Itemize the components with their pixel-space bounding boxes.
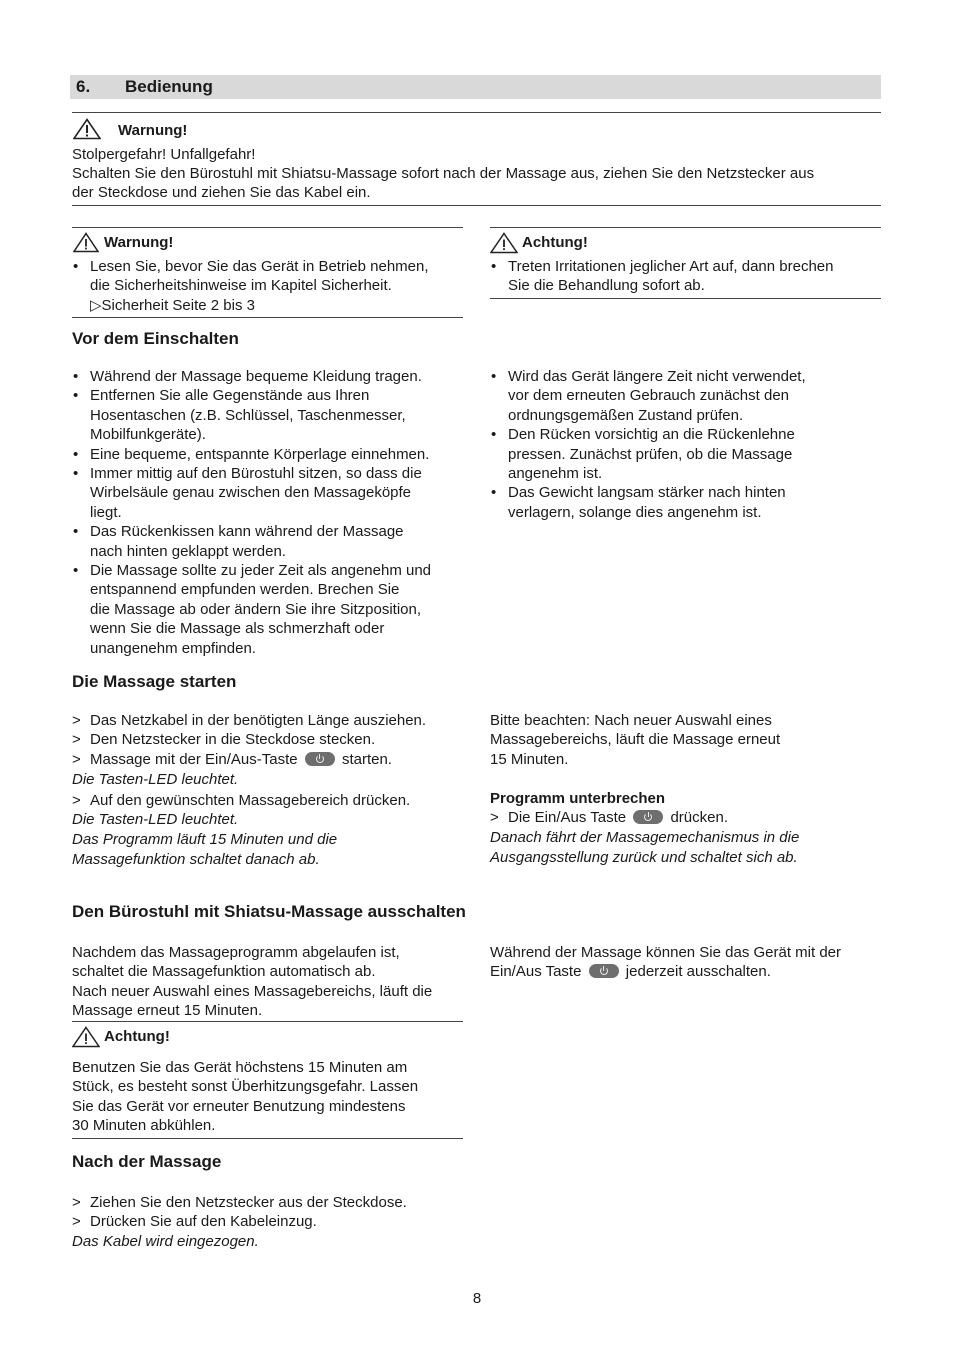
step: > Massage mit der Ein/Aus-Taste starten. (72, 750, 472, 769)
result-text: Das Programm läuft 15 Minuten und die Massagefunktion schaltet danach ab. (72, 831, 338, 868)
divider (72, 112, 881, 113)
result-text: Danach fährt der Massagemechanismus in die Ausgangsstellung zurück und schaltet sich ab. (490, 829, 800, 866)
steps-programm-unterbrechen (490, 808, 890, 867)
step: > Das Netzkabel in der benötigten Länge ausziehen. (72, 711, 472, 730)
page-number: 8 (472, 1290, 482, 1307)
warning-label: Warnung! (104, 234, 174, 251)
divider (72, 1021, 463, 1022)
power-button-icon (589, 964, 619, 978)
list-item: • Lesen Sie, bevor Sie das Gerät in Betrieb nehmen, die Sicherheitshinweise im Kapitel Sicherheit. (72, 257, 467, 296)
list-item: • Entfernen Sie alle Gegenstände aus Ihren Hosentaschen (z.B. Schlüssel, Taschenmesser, Mobilfunkgeräte). (72, 386, 472, 444)
list-vor-dem-einschalten-left (72, 367, 472, 658)
power-button-icon (305, 752, 335, 766)
list-item: • Treten Irritationen jeglicher Art auf, dann brechen Sie die Behandlung sofort ab. (490, 257, 885, 296)
list-item: • Wird das Gerät längere Zeit nicht verwendet, vor dem erneuten Gebrauch zunächst den ordnungsgemäßen Zustand prüfen. (490, 367, 890, 425)
divider (72, 317, 463, 318)
steps-nach-der-massage (72, 1193, 472, 1251)
list-vor-dem-einschalten-right (490, 367, 890, 522)
heading-vor-dem-einschalten: Vor dem Einschalten (72, 329, 239, 348)
result-text: Das Kabel wird eingezogen. (72, 1232, 259, 1250)
warning-label: Warnung! (118, 122, 188, 139)
cross-reference: ▷Sicherheit Seite 2 bis 3 (90, 297, 255, 314)
caution-label: Achtung! (104, 1028, 170, 1045)
text-ausschalten-left: Nachdem das Massageprogramm abgelaufen ist, schaltet die Massagefunktion automatisch ab. Nach neuer Auswahl eines Massagebereichs, läuft die Massage erneut 15 Minuten. (72, 944, 433, 1020)
list-item: • Das Rückenkissen kann während der Massage nach hinten geklappt werden. (72, 522, 472, 561)
warning-text-line: Schalten Sie den Bürostuhl mit Shiatsu-Massage sofort nach der Massage aus, ziehen Sie den Netzstecker aus (72, 165, 815, 182)
caution-label: Achtung! (522, 234, 588, 251)
caution-list (490, 257, 885, 296)
warning-icon (73, 118, 101, 145)
warning-text-line: der Steckdose und ziehen Sie das Kabel ein. (72, 184, 371, 201)
divider (72, 205, 881, 206)
step: > Den Netzstecker in die Steckdose stecken. (72, 730, 472, 749)
warning-list (72, 257, 467, 296)
heading-ausschalten: Den Bürostuhl mit Shiatsu-Massage ausschalten (72, 902, 466, 921)
step: > Ziehen Sie den Netzstecker aus der Steckdose. (72, 1193, 472, 1212)
text-ausschalten-right: Während der Massage können Sie das Gerät mit der Ein/Aus Taste jederzeit ausschalten. (490, 944, 842, 981)
divider (72, 227, 463, 228)
list-item: • Den Rücken vorsichtig an die Rückenlehne pressen. Zunächst prüfen, ob die Massage angenehm ist. (490, 425, 890, 483)
caution-icon (490, 232, 518, 259)
caution-text: Benutzen Sie das Gerät höchstens 15 Minuten am Stück, es besteht sonst Überhitzungsgefahr. Lassen Sie das Gerät vor erneuter Benutzung mindestens 30 Minuten abkühlen. (72, 1059, 419, 1135)
caution-icon (72, 1026, 100, 1053)
heading-programm-unterbrechen: Programm unterbrechen (490, 790, 666, 807)
result-text: Die Tasten-LED leuchtet. (72, 811, 239, 829)
result-text: Die Tasten-LED leuchtet. (72, 771, 239, 789)
steps-massage-starten (72, 711, 472, 869)
step: > Die Ein/Aus Taste drücken. (490, 808, 890, 827)
section-header (70, 75, 881, 99)
list-item: • Eine bequeme, entspannte Körperlage einnehmen. (72, 445, 472, 464)
heading-nach-der-massage: Nach der Massage (72, 1152, 222, 1171)
divider (72, 1138, 463, 1139)
divider (490, 227, 881, 228)
section-title: Bedienung (125, 77, 213, 96)
warning-icon (73, 232, 99, 258)
list-item: • Die Massage sollte zu jeder Zeit als angenehm und entspannend empfunden werden. Brechen Sie die Massage ab oder ändern Sie ihre Sitzposition, wenn Sie die Massage als schmerzhaft oder unangenehm empfinden. (72, 561, 472, 658)
list-item: • Während der Massage bequeme Kleidung tragen. (72, 367, 472, 386)
warning-text-line: Stolpergefahr! Unfallgefahr! (72, 146, 256, 163)
note-massage-starten: Bitte beachten: Nach neuer Auswahl eines Massagebereichs, läuft die Massage erneut 15 Minuten. (490, 712, 781, 768)
list-item: • Das Gewicht langsam stärker nach hinten verlagern, solange dies angenehm ist. (490, 483, 890, 522)
list-item: • Immer mittig auf den Bürostuhl sitzen, so dass die Wirbelsäule genau zwischen den Massageköpfe liegt. (72, 464, 472, 522)
step: > Auf den gewünschten Massagebereich drücken. (72, 791, 472, 810)
section-number: 6. (76, 77, 91, 96)
power-button-icon (633, 810, 663, 824)
heading-massage-starten: Die Massage starten (72, 672, 237, 691)
divider (490, 298, 881, 299)
step: > Drücken Sie auf den Kabeleinzug. (72, 1212, 472, 1231)
